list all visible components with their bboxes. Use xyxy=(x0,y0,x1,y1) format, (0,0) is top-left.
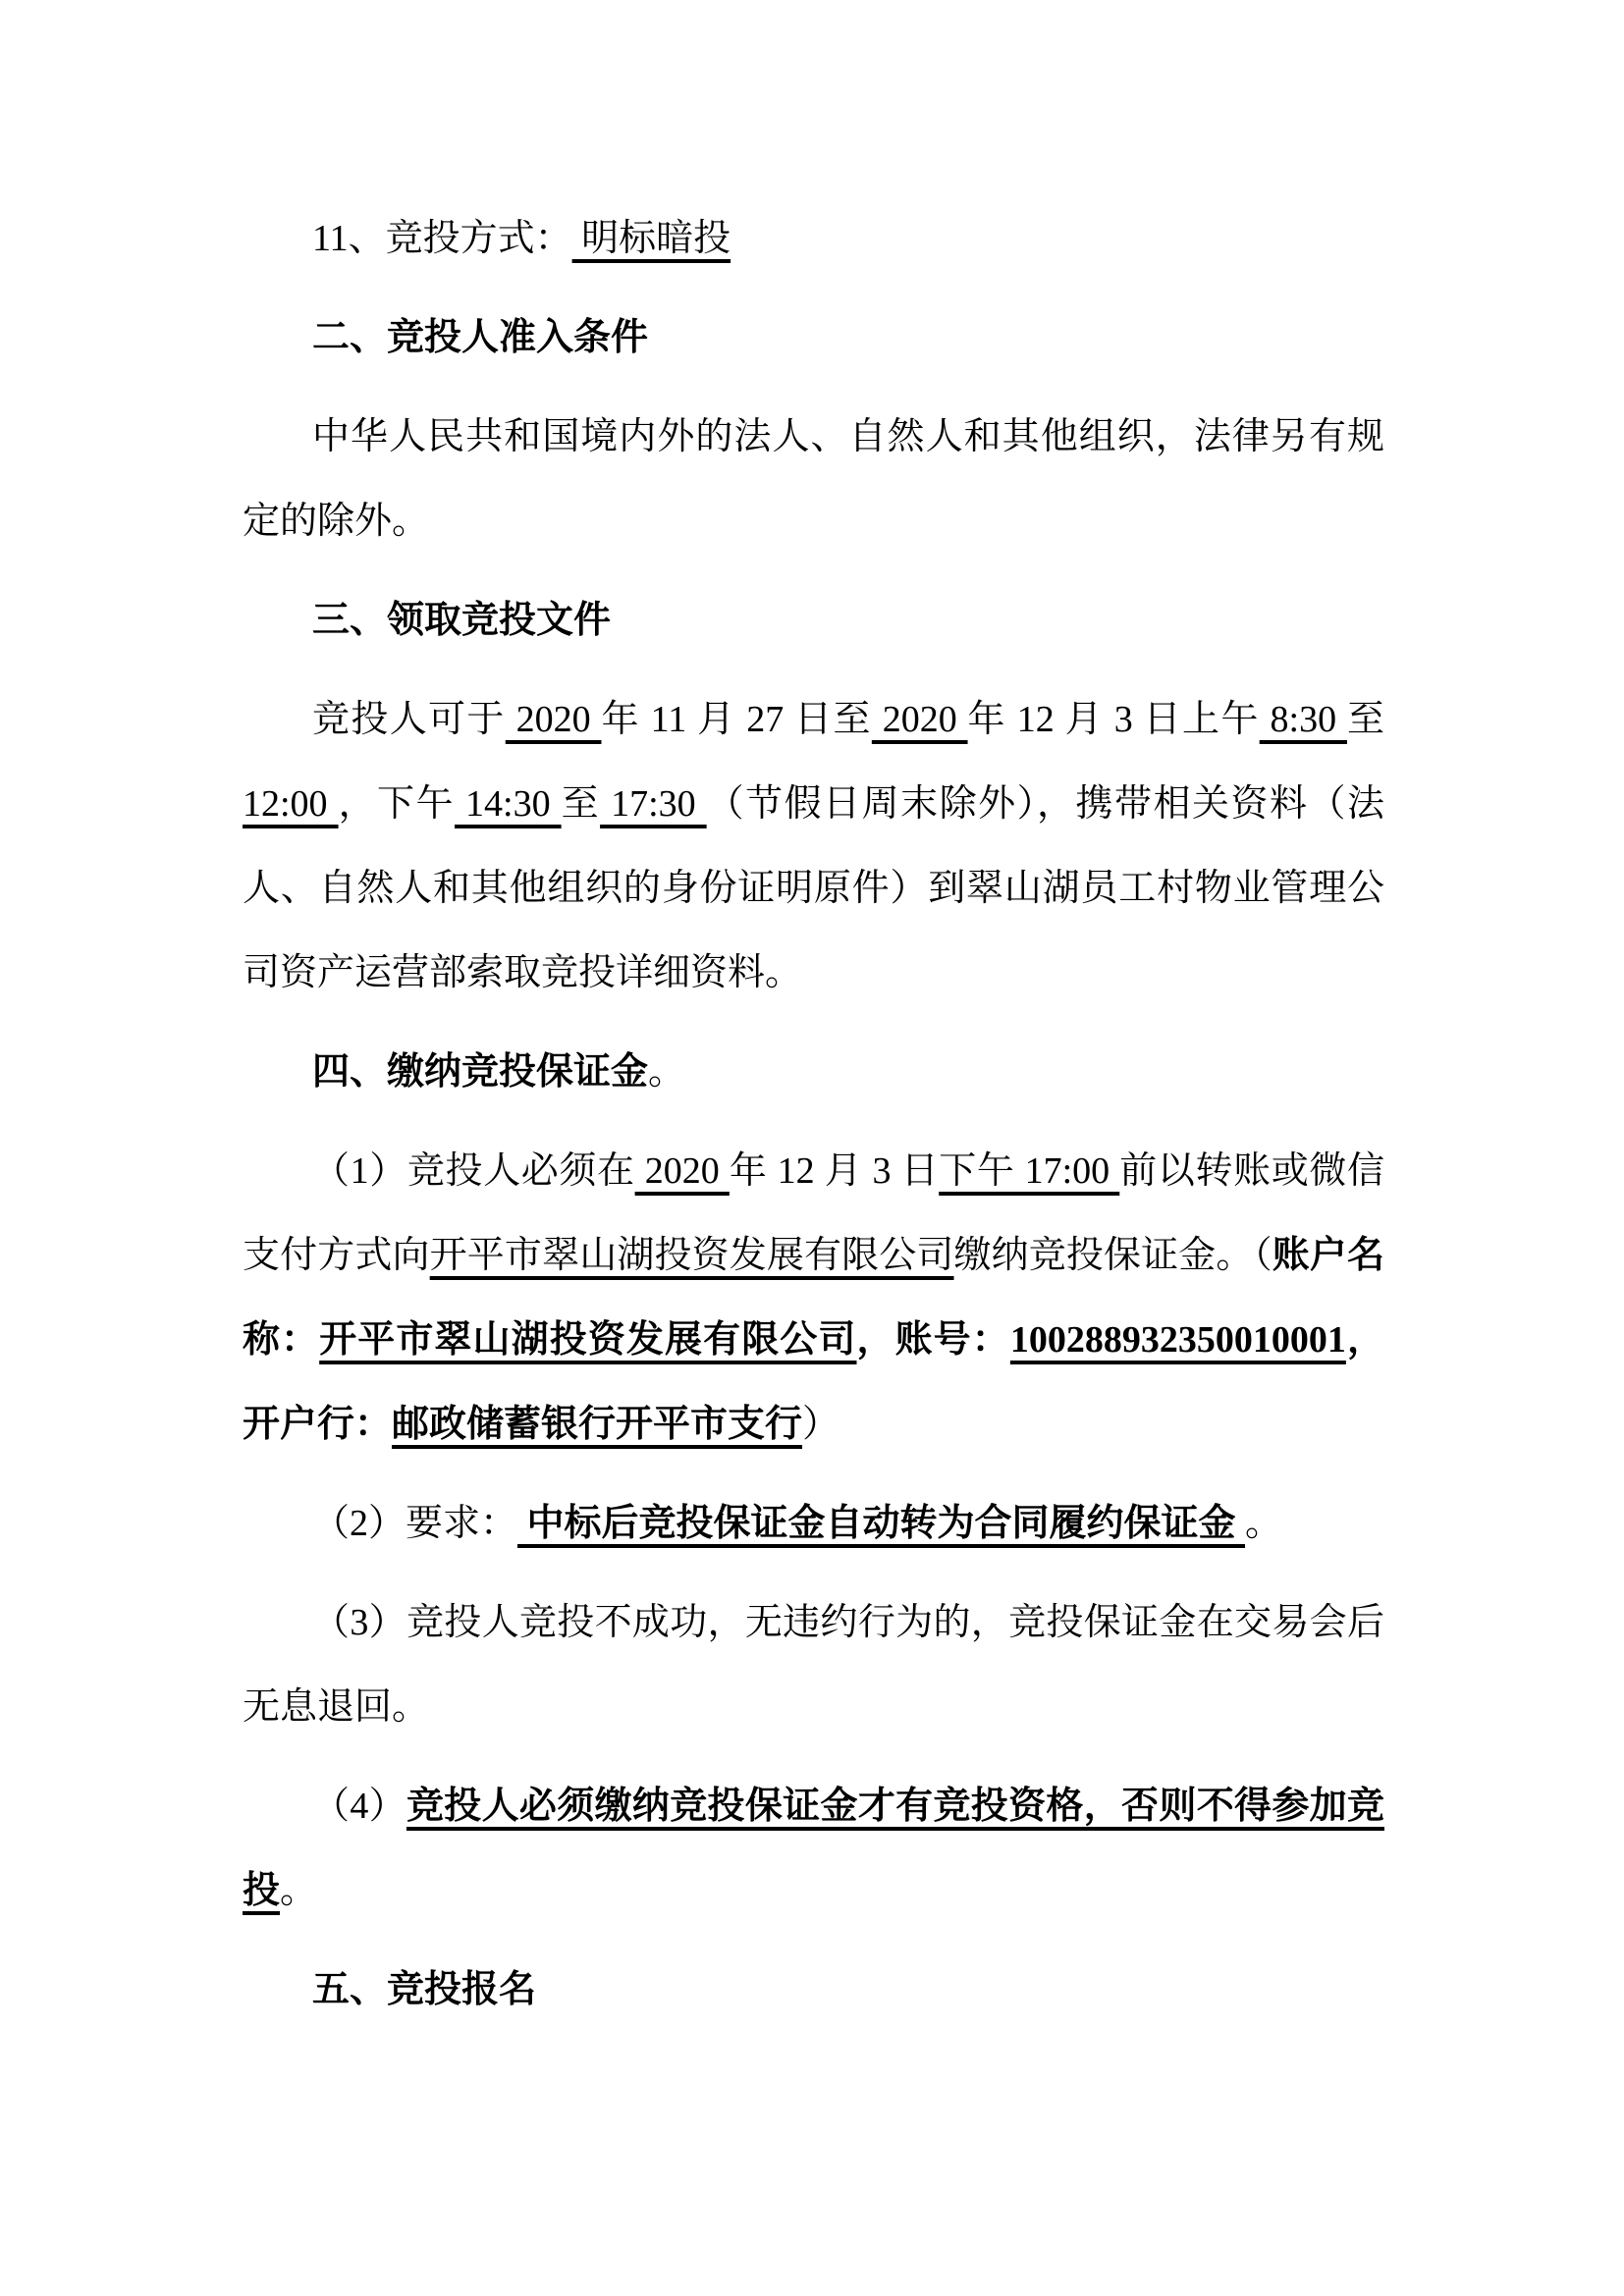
bold-underlined-text-run: 中标后竞投保证金自动转为合同履约保证金 xyxy=(517,1503,1246,1544)
text-run: 缴纳竞投保证金。（ xyxy=(953,1235,1272,1276)
text-run: ） xyxy=(802,1404,840,1445)
underlined-text-run: 8:30 xyxy=(1259,699,1347,740)
text-run: 年 12 月 3 日上午 xyxy=(967,699,1260,740)
underlined-text-run: 17:30 xyxy=(600,783,707,825)
underlined-text-run: 下午 17:00 xyxy=(939,1150,1120,1192)
bold-text-run: 二、竞投人准入条件 xyxy=(312,317,649,358)
text-run: 年 11 月 27 日至 xyxy=(601,699,872,740)
bold-underlined-text-run: 竞投人必须缴纳竞投保证金才有竞投资格，否则不得参加竞投 xyxy=(243,1786,1384,1911)
text-run: 年 12 月 3 日 xyxy=(729,1150,940,1192)
bold-underlined-text-run: 开平市翠山湖投资发展有限公司 xyxy=(319,1319,857,1361)
text-run: 至 xyxy=(561,783,601,825)
text-run: （4） xyxy=(312,1786,406,1827)
underlined-text-run: 14:30 xyxy=(455,783,562,825)
para-eligibility-body xyxy=(243,395,1384,563)
para-deposit-mandatory xyxy=(243,1764,1384,1933)
text-run: 中华人民共和国境内外的法人、自然人和其他组织，法律另有规定的除外。 xyxy=(243,416,1384,542)
section-heading-4-deposit xyxy=(243,1030,1384,1114)
underlined-text-run: 2020 xyxy=(634,1150,730,1192)
text-run: （节假日周末除外），携带相关资料（法人、自然人和其他组织的身份证明原件）到翠山湖员工村物业管理公司资产运营部索取竞投详细资料。 xyxy=(243,783,1384,993)
text-run: 。 xyxy=(648,1051,686,1093)
text-run: 前以转账或微信支付方式向 xyxy=(243,1150,1384,1276)
bold-text-run: 三、领取竞投文件 xyxy=(312,600,612,641)
text-run: （2）要求： xyxy=(312,1503,518,1544)
bold-text-run: 五、竞投报名 xyxy=(312,1969,537,2010)
section-heading-5-registration xyxy=(243,1948,1384,2032)
underlined-text-run: 开平市翠山湖投资发展有限公司 xyxy=(429,1235,954,1276)
bold-text-run: ，账号： xyxy=(856,1319,1010,1361)
para-deposit-requirement xyxy=(243,1481,1384,1566)
text-run: （1）竞投人必须在 xyxy=(312,1150,635,1192)
bold-text-run: 账户名称： xyxy=(243,1235,1384,1361)
underlined-text-run: 明标暗投 xyxy=(571,218,731,259)
text-run: 竞投人可于 xyxy=(312,699,506,740)
text-run: 。 xyxy=(280,1870,318,1911)
text-run: 。 xyxy=(1245,1503,1283,1544)
text-run: ，下午 xyxy=(338,783,456,825)
text-run: （3）竞投人竞投不成功，无违约行为的，竞投保证金在交易会后无息退回。 xyxy=(243,1602,1384,1728)
bold-text-run: 四、缴纳竞投保证金 xyxy=(312,1051,649,1093)
underlined-text-run: 2020 xyxy=(505,699,602,740)
document-body xyxy=(243,196,1384,2032)
para-bid-method xyxy=(243,196,1384,281)
section-heading-2-eligibility xyxy=(243,295,1384,380)
text-run: 11、竞投方式： xyxy=(312,218,572,259)
underlined-text-run: 12:00 xyxy=(243,783,339,825)
bold-underlined-text-run: 100288932350010001 xyxy=(1009,1319,1346,1361)
para-deposit-payment xyxy=(243,1129,1384,1467)
para-collect-documents-body xyxy=(243,677,1384,1015)
bold-underlined-text-run: 邮政储蓄银行开平市支行 xyxy=(392,1404,803,1445)
para-deposit-refund xyxy=(243,1580,1384,1749)
section-heading-3-collect-documents xyxy=(243,578,1384,663)
underlined-text-run: 2020 xyxy=(871,699,968,740)
text-run: 至 xyxy=(1346,699,1384,740)
bold-text-run: ，开户行： xyxy=(243,1319,1384,1445)
